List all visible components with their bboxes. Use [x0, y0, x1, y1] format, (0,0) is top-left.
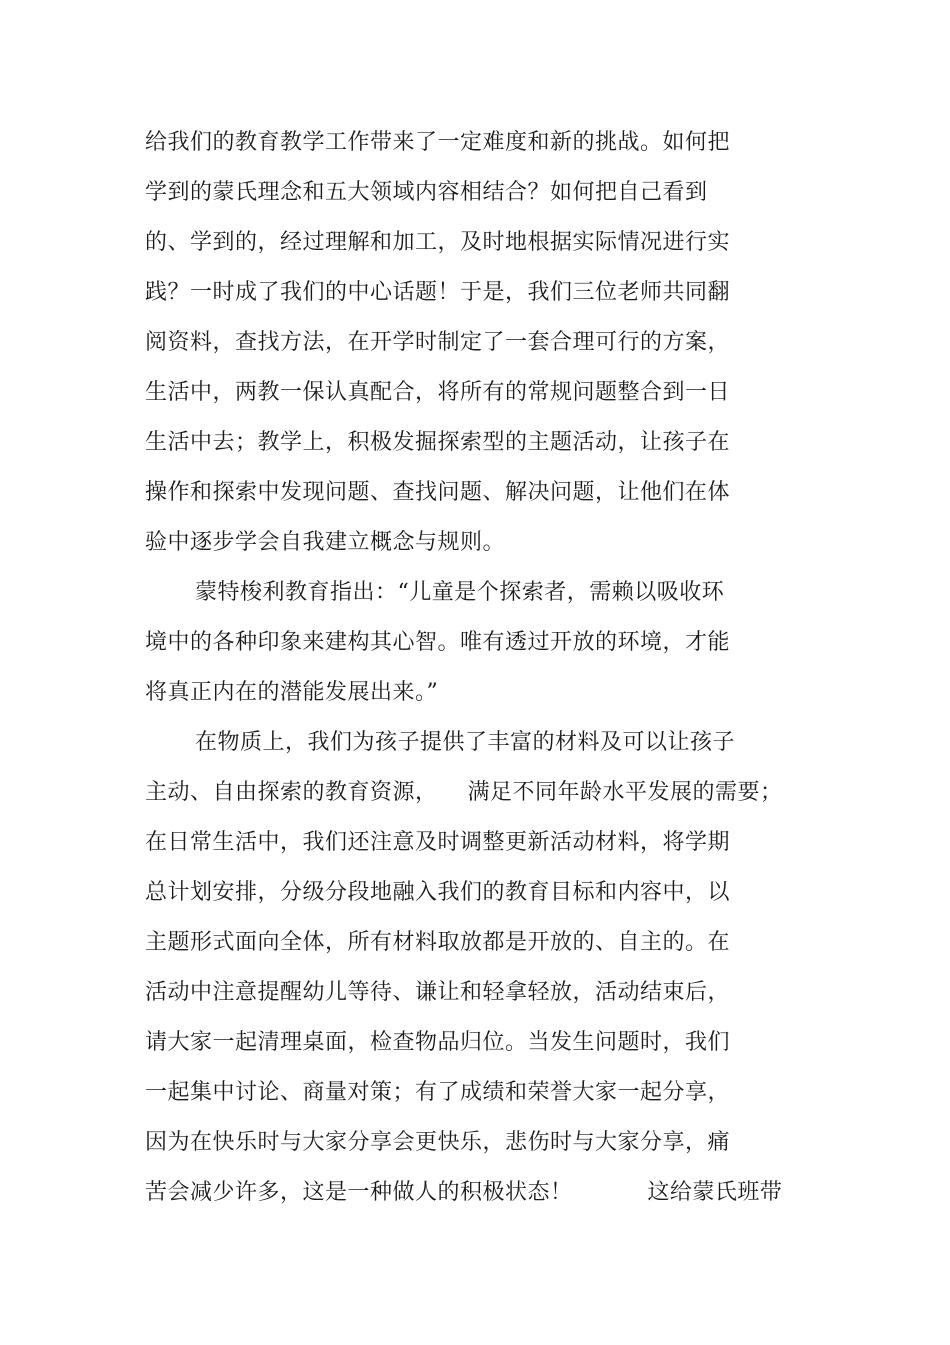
- text-line-7: 生活中去；教学上，积极发掘探索型的主题活动，让孩子在: [145, 430, 731, 455]
- document-body: [145, 118, 845, 1218]
- text-line-10: 蒙特梭利教育指出：“儿童是个探索者，需赖以吸收环: [195, 580, 725, 605]
- text-line-4: 践？一时成了我们的中心话题！于是，我们三位老师共同翻: [145, 280, 731, 305]
- text-line-18: 活动中注意提醒幼儿等待、谦让和轻拿轻放，活动结束后，: [145, 980, 731, 1005]
- text-line-15: 在日常生活中，我们还注意及时调整更新活动材料，将学期: [145, 830, 731, 855]
- text-line-9: 验中逐步学会自我建立概念与规则。: [145, 530, 506, 555]
- text-line-20: 一起集中讨论、商量对策；有了成绩和荣誉大家一起分享，: [145, 1080, 731, 1105]
- text-line-16: 总计划安排，分级分段地融入我们的教育目标和内容中，以: [145, 880, 731, 905]
- text-line-13: 在物质上，我们为孩子提供了丰富的材料及可以让孩子: [195, 730, 736, 755]
- text-line-5: 阅资料，查找方法，在开学时制定了一套合理可行的方案，: [145, 330, 731, 355]
- text-line-2: 学到的蒙氏理念和五大领域内容相结合？如何把自己看到: [145, 180, 708, 205]
- text-line-19: 请大家一起清理桌面，检查物品归位。当发生问题时，我们: [145, 1030, 731, 1055]
- text-line-3: 的、学到的，经过理解和加工，及时地根据实际情况进行实: [145, 230, 731, 255]
- text-line-6: 生活中，两教一保认真配合，将所有的常规问题整合到一日: [145, 380, 731, 405]
- text-line-21: 因为在快乐时与大家分享会更快乐，悲伤时与大家分享，痛: [145, 1130, 731, 1155]
- text-line-12: 将真正内在的潜能发展出来。”: [145, 680, 439, 705]
- text-line-1: 给我们的教育教学工作带来了一定难度和新的挑战。如何把: [145, 130, 731, 155]
- text-line-14: 主动、自由探索的教育资源， 满足不同年龄水平发展的需要；: [145, 780, 783, 805]
- text-line-11: 境中的各种印象来建构其心智。唯有透过开放的环境，才能: [145, 630, 731, 655]
- text-line-17: 主题形式面向全体，所有材料取放都是开放的、自主的。在: [145, 930, 731, 955]
- text-line-8: 操作和探索中发现问题、查找问题、解决问题，让他们在体: [145, 480, 731, 505]
- text-line-22: 苦会减少许多，这是一种做人的积极状态！ 这给蒙氏班带: [145, 1180, 783, 1205]
